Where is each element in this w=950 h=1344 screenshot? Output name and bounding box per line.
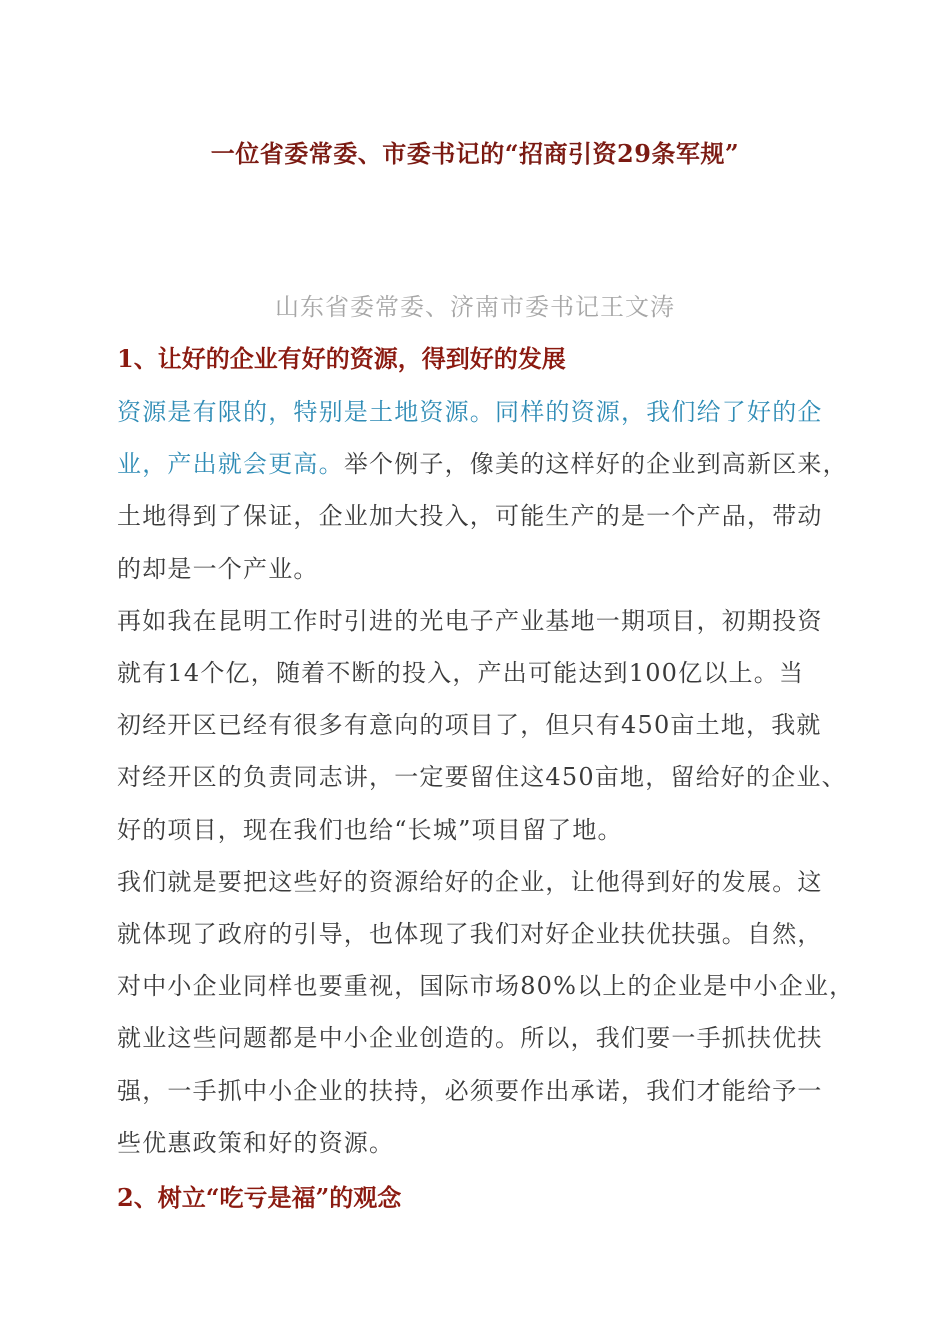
body-text: 就业这些问题都是中小企业创造的。所以，我们要一手抓扶优扶 bbox=[117, 1024, 823, 1053]
paragraph-line bbox=[117, 496, 823, 531]
highlighted-text: 资源是有限的，特别是土地资源。同样的资源，我们给了好的企 bbox=[117, 398, 823, 426]
body-text: 就体现了政府的引导，也体现了我们对好企业扶优扶强。自然， bbox=[117, 920, 823, 948]
body-text: 土地得到了保证，企业加大投入，可能生产的是一个产品，带动 bbox=[117, 502, 823, 531]
paragraph-line bbox=[117, 914, 823, 949]
paragraph-line bbox=[117, 601, 823, 636]
body-text: 初经开区已经有很多有意向的项目了，但只有450亩土地，我就 bbox=[117, 711, 822, 740]
body-text: 好的项目，现在我们也给“长城”项目留了地。 bbox=[117, 815, 623, 844]
body-text: 就有14个亿，随着不断的投入，产出可能达到100亿以上。当 bbox=[117, 659, 805, 687]
paragraph-line bbox=[117, 653, 804, 688]
body-text: 对中小企业同样也要重视，国际市场80%以上的企业是中小企业， bbox=[117, 972, 855, 1001]
paragraph-line bbox=[117, 1018, 823, 1053]
paragraph-line bbox=[117, 1071, 823, 1106]
paragraph-line bbox=[117, 705, 822, 740]
paragraph-line bbox=[117, 444, 848, 479]
section-2-heading: 2、树立“吃亏是福”的观念 bbox=[117, 1183, 402, 1212]
body-text: 强，一手抓中小企业的扶持，必须要作出承诺，我们才能给予一 bbox=[117, 1076, 823, 1105]
paragraph-line bbox=[117, 862, 823, 897]
body-text: 我们就是要把这些好的资源给好的企业，让他得到好的发展。这 bbox=[117, 867, 823, 896]
paragraph-line bbox=[117, 549, 319, 584]
highlighted-text: 业，产出就会更高。 bbox=[117, 450, 344, 479]
paragraph-line bbox=[117, 757, 847, 792]
paragraph-line bbox=[117, 392, 823, 427]
author-line: 山东省委常委、济南市委书记王文涛 bbox=[275, 293, 675, 321]
paragraph-line bbox=[117, 966, 854, 1001]
body-text: 再如我在昆明工作时引进的光电子产业基地一期项目，初期投资 bbox=[117, 606, 823, 635]
body-text: 举个例子，像美的这样好的企业到高新区来， bbox=[343, 450, 848, 479]
body-text: 些优惠政策和好的资源。 bbox=[117, 1128, 395, 1157]
document-title: 一位省委常委、市委书记的“招商引资29条军规” bbox=[210, 139, 740, 168]
body-text: 的却是一个产业。 bbox=[117, 554, 319, 583]
paragraph-line bbox=[117, 1123, 394, 1158]
section-1-heading: 1、让好的企业有好的资源，得到好的发展 bbox=[117, 344, 566, 373]
body-text: 对经开区的负责同志讲，一定要留住这450亩地，留给好的企业、 bbox=[117, 763, 847, 792]
paragraph-line bbox=[117, 810, 623, 845]
